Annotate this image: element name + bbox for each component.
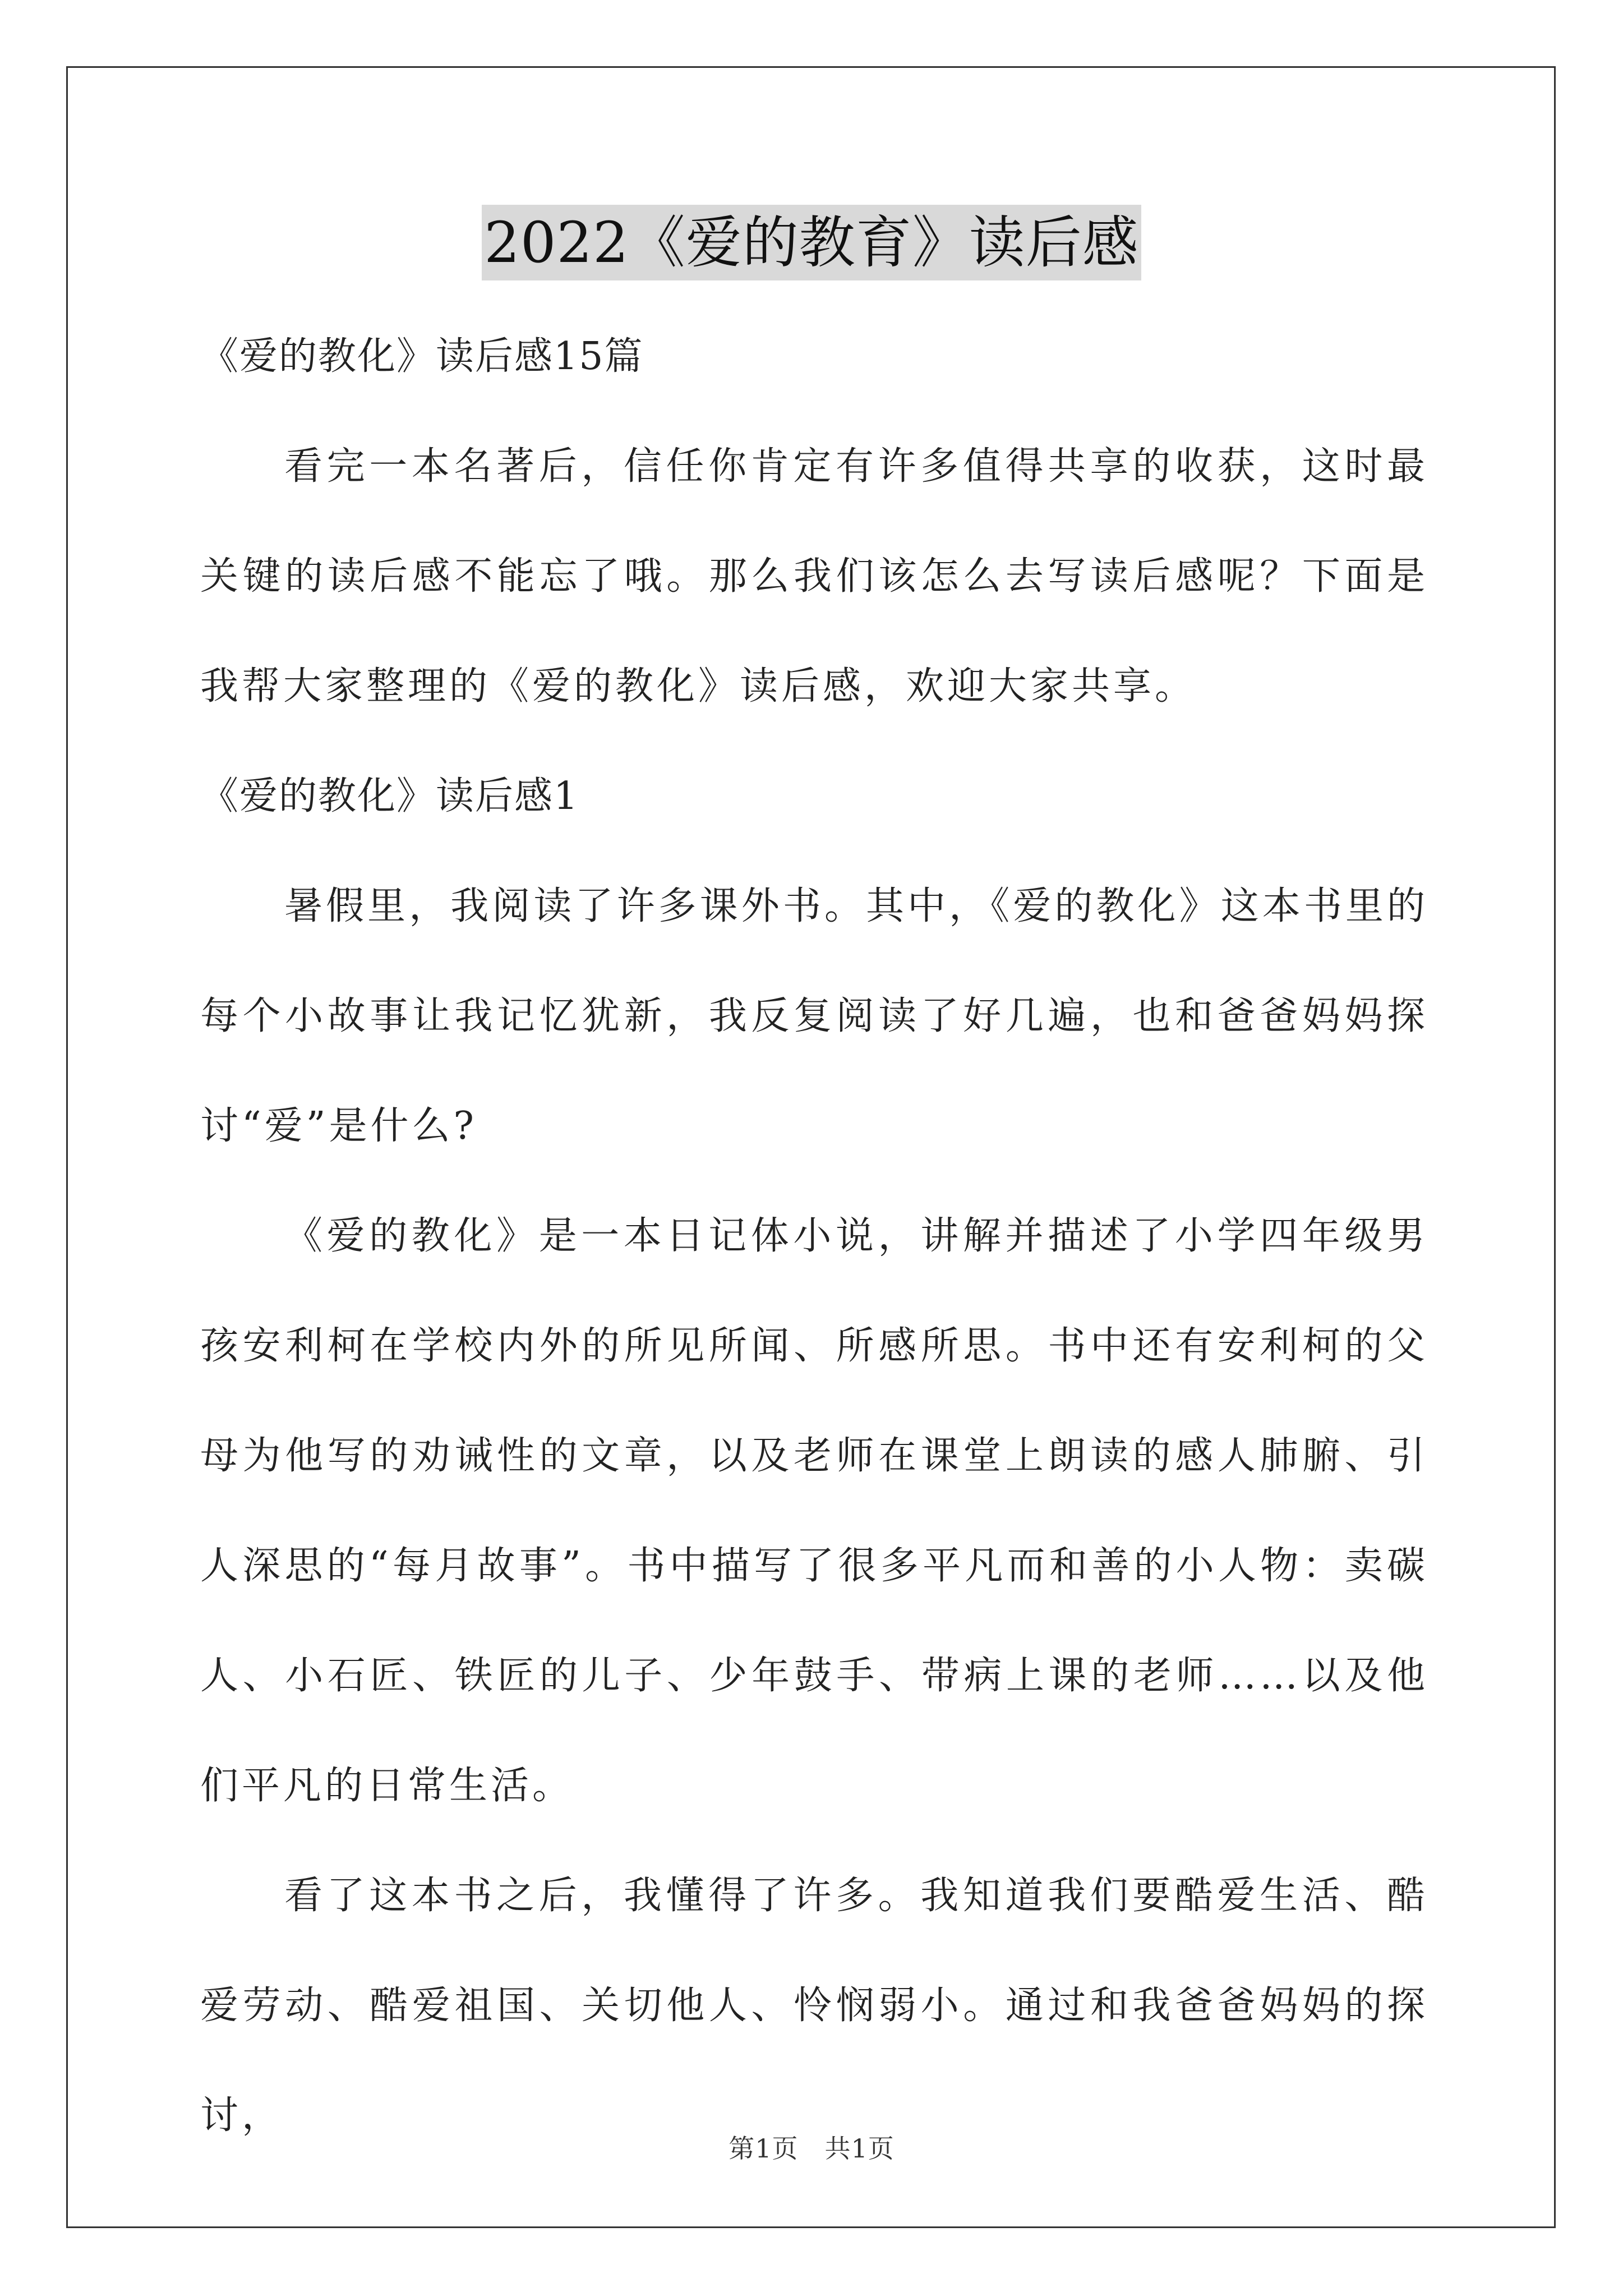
- section-heading: 《爱的教化》读后感1: [200, 774, 579, 818]
- document-body: [200, 302, 1428, 2171]
- body-paragraph: 《爱的教化》是一本日记体小说，讲解并描述了小学四年级男孩安利柯在学校内外的所见所闻、所感所思。书中还有安利柯的父母为他写的劝诫性的文章，以及老师在课堂上朗读的感人肺腑、引人深思的“每月故事”。书中描写了很多平凡而和善的小人物：卖碳人、小石匠、铁匠的儿子、少年鼓手、带病上课的老师……以及他们平凡的日常生活。: [200, 1214, 1428, 1808]
- body-paragraph: 看了这本书之后，我懂得了许多。我知道我们要酷爱生活、酷爱劳动、酷爱祖国、关切他人、怜悯弱小。通过和我爸爸妈妈的探讨，: [200, 1874, 1428, 2138]
- title-container: [0, 205, 1623, 280]
- body-paragraph: 暑假里，我阅读了许多课外书。其中，《爱的教化》这本书里的每个小故事让我记忆犹新，我反复阅读了好几遍，也和爸爸妈妈探讨“爱”是什么?: [200, 884, 1428, 1148]
- document-title: 2022《爱的教育》读后感: [482, 205, 1141, 280]
- intro-paragraph: 看完一本名著后，信任你肯定有许多值得共享的收获，这时最关键的读后感不能忘了哦。那么我们该怎么去写读后感呢？下面是我帮大家整理的《爱的教化》读后感，欢迎大家共享。: [200, 444, 1428, 708]
- section-heading: 《爱的教化》读后感15篇: [200, 334, 644, 379]
- page-footer: 第1页 共1页: [728, 2133, 895, 2164]
